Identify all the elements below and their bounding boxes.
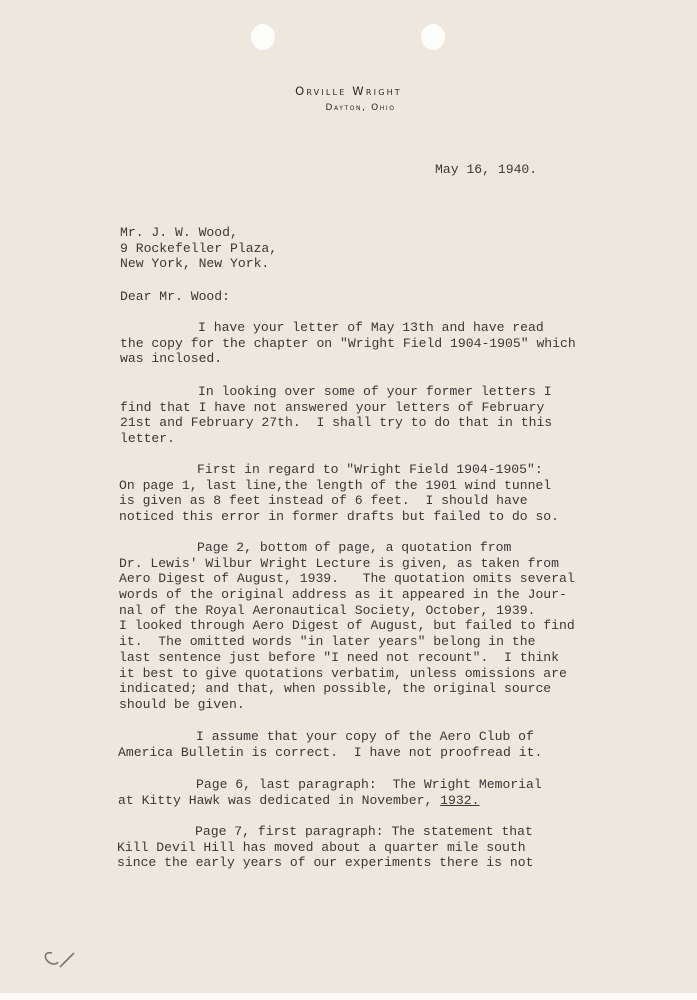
paragraph: [118, 729, 542, 760]
punch-hole: [421, 24, 445, 50]
underlined-year: 1932.: [440, 792, 480, 808]
recipient-address: [120, 225, 277, 272]
paragraph-line: it. The omitted words "in later years" belong in the: [119, 634, 536, 650]
paragraph-line: Page 6, last paragraph: The Wright Memorial: [196, 777, 542, 792]
paragraph-line: indicated; and that, when possible, the original source: [119, 681, 552, 697]
paragraph-line: it best to give quotations verbatim, unless omissions are: [119, 665, 567, 681]
paragraph-line: I assume that your copy of the Aero Club of: [196, 729, 534, 744]
paragraph-line: Aero Digest of August, 1939. The quotation omits several: [119, 571, 575, 587]
pencil-page-mark: [40, 950, 80, 980]
letterhead-name: Orville Wright: [295, 84, 402, 98]
paragraph-line: last sentence just before "I need not recount". I think: [119, 649, 560, 665]
paragraph-line: noticed this error in former drafts but failed to do so.: [119, 509, 560, 525]
paragraph-line: letter.: [120, 431, 176, 447]
paragraph-line: First in regard to "Wright Field 1904-1905":: [197, 462, 543, 477]
letter-date: May 16, 1940.: [435, 162, 538, 177]
paragraph-line: nal of the Royal Aeronautical Society, October, 1939.: [119, 602, 536, 618]
paragraph: [120, 320, 576, 367]
paragraph-line: Page 2, bottom of page, a quotation from: [197, 540, 512, 555]
paragraph: [117, 824, 533, 871]
paragraph-line: is given as 8 feet instead of 6 feet. I should have: [119, 493, 528, 509]
paragraph-line: the copy for the chapter on "Wright Field 1904-1905" which: [120, 335, 576, 351]
paragraph-line: at Kitty Hawk was dedicated in November,: [118, 792, 441, 808]
paragraph: [119, 462, 559, 525]
paragraph-line: In looking over some of your former letters I: [198, 384, 552, 399]
address-line: 9 Rockefeller Plaza,: [120, 240, 278, 256]
paragraph-line: Kill Devil Hill has moved about a quarter mile south: [117, 839, 526, 855]
paragraph-line: On page 1, last line,the length of the 1901 wind tunnel: [119, 477, 552, 493]
paragraph: [119, 540, 575, 713]
paragraph-line: 21st and February 27th. I shall try to do that in this: [120, 415, 553, 431]
letterhead-place: Dayton, Ohio: [325, 103, 396, 113]
punch-hole: [251, 24, 275, 50]
paragraph-line: America Bulletin is correct. I have not proofread it.: [118, 744, 543, 760]
paragraph-line: I looked through Aero Digest of August, but failed to find: [119, 618, 575, 634]
paragraph-line: I have your letter of May 13th and have read: [198, 320, 544, 335]
paragraph-line: should be given.: [119, 696, 245, 712]
paragraph-line: words of the original address as it appeared in the Jour-: [119, 587, 567, 603]
address-line: New York, New York.: [120, 256, 270, 272]
paragraph-line: was inclosed.: [120, 351, 223, 367]
paragraph: [120, 384, 552, 447]
paragraph: [118, 777, 542, 808]
paragraph-line: since the early years of our experiments there is not: [117, 855, 534, 871]
paragraph-line: Page 7, first paragraph: The statement that: [195, 824, 533, 839]
address-line: Mr. J. W. Wood,: [120, 225, 238, 240]
paragraph-line: find that I have not answered your letters of February: [120, 399, 545, 415]
paragraph-line: Dr. Lewis' Wilbur Wright Lecture is given, as taken from: [119, 555, 560, 571]
salutation: Dear Mr. Wood:: [120, 289, 231, 304]
